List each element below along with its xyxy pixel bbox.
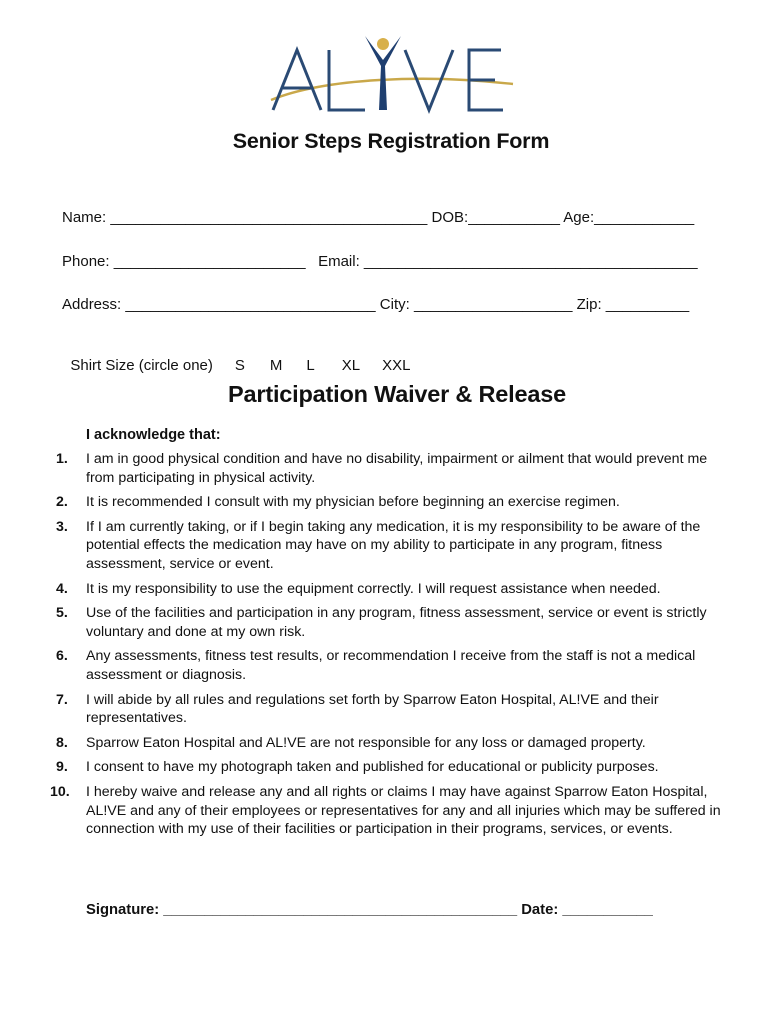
logo-letter-e [469,50,503,110]
waiver-term [38,580,738,599]
term-text: It is my responsibility to use the equipment correctly. I will request assistance when needed. [86,580,661,597]
acknowledge-heading: I acknowledge that: [86,427,221,443]
term-number: 10. [50,783,70,800]
term-text: If I am currently taking, or if I begin taking any medication, it is my responsibility to be aware of the potential effects the medication may have on my ability to participate in any program, fitness assessment, service or event. [86,518,701,572]
logo-letter-a [273,50,321,110]
name-dob-age-row[interactable]: Name: ______________________________________ DOB:___________ Age:____________ [62,209,695,226]
shirt-size-row [62,340,410,374]
term-number: 8. [56,734,68,751]
term-text: Sparrow Eaton Hospital and AL!VE are not responsible for any loss or damaged property. [86,734,646,751]
shirt-option-m[interactable]: M [269,357,283,374]
waiver-term [38,783,738,839]
term-number: 2. [56,494,68,511]
waiver-term [38,493,738,512]
address-city-zip-row[interactable]: Address: ______________________________ City: ___________________ Zip: __________ [62,296,690,313]
term-text: I am in good physical condition and have no disability, impairment or ailment that would prevent me from participating in physical activity. [86,451,708,486]
term-number: 5. [56,605,68,622]
term-number: 6. [56,648,68,665]
logo-figure-head [377,38,389,50]
term-text: It is recommended I consult with my physician before beginning an exercise regimen. [86,494,620,511]
waiver-term [38,758,738,777]
term-number: 7. [56,691,68,708]
waiver-term [38,518,738,574]
term-number: 3. [56,518,68,535]
shirt-option-s[interactable]: S [234,357,245,374]
waiver-term [38,450,738,487]
shirt-size-label: Shirt Size (circle one) [70,357,213,374]
waiver-title: Participation Waiver & Release [228,381,566,407]
signature-date-line[interactable]: Signature: ___________________________________________ Date: ___________ [86,902,653,918]
shirt-option-xl[interactable]: XL [341,357,361,374]
term-text: I will abide by all rules and regulations set forth by Sparrow Eaton Hospital, AL!VE and their representatives. [86,691,659,727]
term-number: 1. [56,451,68,467]
shirt-option-l[interactable]: L [306,357,315,374]
waiver-term [38,604,738,641]
waiver-terms-list [38,450,738,845]
term-number: 9. [56,759,68,776]
term-text: Any assessments, fitness test results, or recommendation I receive from the staff is not a medical assessment or diagnosis. [86,648,696,683]
term-text: Use of the facilities and participation in any program, fitness assessment, service or event is strictly voluntary and done at my own risk. [86,605,707,640]
term-text: I hereby waive and release any and all rights or claims I may have against Sparrow Eaton Hospital, AL!VE and any of their employees or representatives for any and all injuries which may be suffered in connection with my use of their facilities or participation in their programs, services, or events. [86,783,721,838]
phone-email-row[interactable]: Phone: _______________________ Email: ________________________________________ [62,253,698,270]
alive-logo [265,30,520,120]
logo-letter-l [329,50,365,110]
waiver-term [38,691,738,728]
waiver-term [38,647,738,684]
shirt-option-xxl[interactable]: XXL [382,357,411,374]
term-number: 4. [56,580,68,597]
term-text: I consent to have my photograph taken and published for educational or publicity purposes. [86,759,659,776]
waiver-term [38,734,738,753]
form-title: Senior Steps Registration Form [232,129,550,153]
